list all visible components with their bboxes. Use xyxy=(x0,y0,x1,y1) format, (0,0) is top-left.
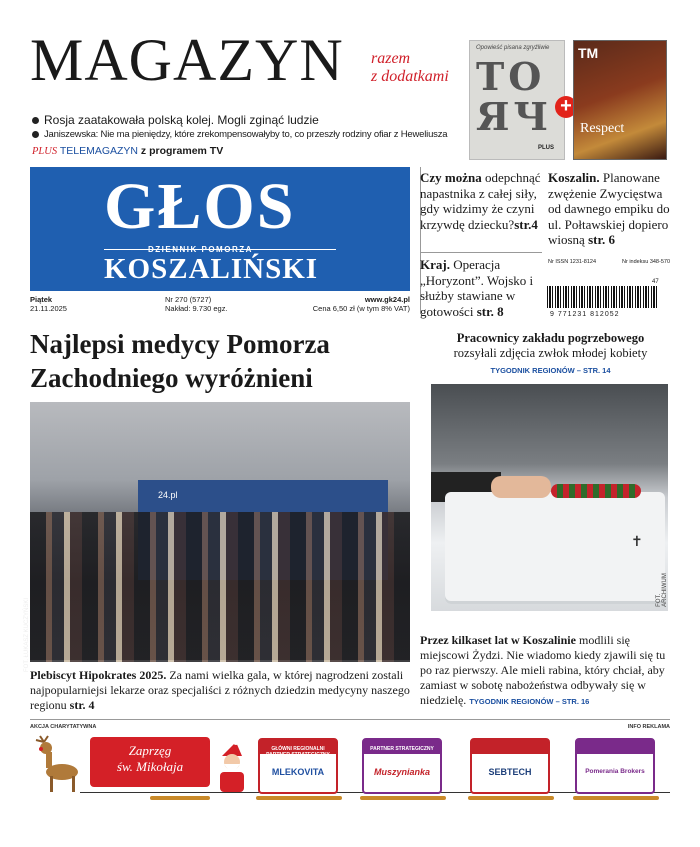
reindeer-icon xyxy=(30,736,82,796)
teaser-2-text: Planowane zwężenie Zwycięstwa od dawnego empiku do ul. Połtawskiej dopiero wiosną xyxy=(548,170,670,247)
gala-photo[interactable] xyxy=(24,402,410,673)
teaser-3-text: Operacja „Horyzont”. Wojsko i służby stawiane w gotowości xyxy=(420,257,534,319)
banner-text: 24.pl xyxy=(158,490,178,500)
sponsor-label: GŁÓWNI REGIONALNI PARTNER STRATEGICZNY xyxy=(266,746,330,758)
price-value: Cena 6,50 zł (w tym 8% VAT) xyxy=(312,304,410,313)
sleigh-runner xyxy=(360,796,446,800)
teaser-2[interactable] xyxy=(548,170,670,248)
right-story-tag-2: TYGODNIK REGIONÓW – STR. 16 xyxy=(469,697,590,706)
teaser-3-ref: str. 8 xyxy=(476,303,504,319)
main-caption[interactable] xyxy=(30,668,415,713)
magazine-cover-2[interactable] xyxy=(573,40,667,160)
index-label: Nr indeksu 348-570 xyxy=(622,259,671,265)
sponsor-logo: Pomerania Brokers xyxy=(585,768,645,775)
slogan-line-1: Zaprzęg xyxy=(128,743,172,758)
main-headline[interactable]: Najlepsi medycy Pomorza Zachodniego wyróżnieni xyxy=(30,329,330,393)
issue-date xyxy=(30,295,67,313)
right-story-tag[interactable]: TYGODNIK REGIONÓW – STR. 14 xyxy=(490,366,611,375)
sleigh-runner xyxy=(573,796,659,800)
tagline-line-1: razem xyxy=(371,50,411,67)
right-story-body: modlili się miejscowi Żydzi. Nie wiadomo kiedy zjawili się tu po raz pierwszy. Ale mieli rabina, który chciał, aby zamiast w sobotę nabożeństwa odbywały się w niedzielę. xyxy=(420,633,666,707)
right-title-text: rozsyłali zdjęcia zwłok młodej kobiety xyxy=(453,345,648,360)
magazine-cover-1[interactable] xyxy=(469,40,565,160)
cover2-title: TM xyxy=(578,45,599,61)
sleigh-runner xyxy=(150,796,210,800)
bullet-dot-icon xyxy=(32,117,39,124)
issue-day: Piątek xyxy=(30,295,53,304)
issue-circulation: Nakład: 9.730 egz. xyxy=(165,304,228,313)
issue-number-value: Nr 270 (5727) xyxy=(165,295,212,304)
bullet-text: Janiszewska: Nie ma pieniędzy, które zrekompensowałyby to, co przeszły rodziny ofiar z Heweliusza xyxy=(44,129,448,140)
right-story-text[interactable] xyxy=(420,633,672,709)
teaser-1-ref: str.4 xyxy=(514,216,538,232)
cover1-brand: PLUS xyxy=(538,145,555,151)
teaser-3[interactable] xyxy=(420,257,542,319)
teaser-1[interactable] xyxy=(420,170,542,232)
issue-price xyxy=(300,295,410,313)
bullet-dot-icon xyxy=(32,131,39,138)
right-story-title[interactable] xyxy=(428,331,673,360)
sleigh-band xyxy=(577,740,653,754)
teaser-3-bold: Kraj. xyxy=(420,257,450,272)
teaser-1-bold: Czy można xyxy=(420,170,482,185)
sleigh-band xyxy=(472,740,548,754)
barcode-number: 9 771231 812052 xyxy=(550,311,620,318)
coffin-photo[interactable] xyxy=(431,384,668,611)
masthead-logo[interactable] xyxy=(30,167,410,291)
sponsor-label: PARTNER STRATEGICZNY xyxy=(370,746,434,752)
issue-number xyxy=(165,295,228,313)
photo-flowers xyxy=(551,484,641,498)
magazyn-tagline xyxy=(371,50,449,86)
issn-label: Nr ISSN 1231-8124 xyxy=(548,259,596,265)
plus-word: PLUS xyxy=(32,146,58,157)
sponsor-logo: SEBTECH xyxy=(488,767,532,777)
ad-slogan xyxy=(90,737,210,787)
teaser-hdivider xyxy=(420,252,542,253)
bullet-text: Rosja zaatakowała polską kolej. Mogli zginąć ludzie xyxy=(44,113,319,127)
cover1-caption: Opowieść pisana zgryźliwie xyxy=(476,45,550,51)
ad-right-label: INFO REKLAMA xyxy=(627,724,670,730)
issue-date-value: 21.11.2025 xyxy=(30,304,67,313)
sponsor-sleigh-mlekovita[interactable] xyxy=(258,738,338,794)
cross-icon: ✝ xyxy=(631,535,643,550)
masthead-name-top: GŁOS xyxy=(104,170,296,243)
sleigh-runner xyxy=(468,796,554,800)
photo-hand xyxy=(491,476,551,498)
sponsor-sleigh-sebtech[interactable] xyxy=(470,738,550,794)
teaser-1-text: odepchnąć napastnika z całej siły, gdy widzimy że czyni krzywdę dziecku? xyxy=(420,170,541,232)
sponsor-sleigh-pomerania[interactable] xyxy=(575,738,655,794)
caption-bold: Plebiscyt Hipokrates 2025. xyxy=(30,668,167,682)
cover2-word: Respect xyxy=(580,121,625,136)
photo-people xyxy=(30,512,410,662)
photo-credit: FOT. ŁUKASZ KUCZYŃSKI xyxy=(24,597,31,673)
sleigh-runner xyxy=(256,796,342,800)
right-title-bold: Pracownicy zakładu pogrzebowego xyxy=(456,331,645,345)
barcode-suffix: 47 xyxy=(652,279,659,285)
cover1-letters: ТО ЯЧ xyxy=(476,54,553,139)
teaser-2-ref: str. 6 xyxy=(588,232,616,247)
sponsor-logo: Muszynianka xyxy=(373,767,431,777)
masthead-name-bottom: KOSZALIŃSKI xyxy=(104,253,319,285)
plus-telemagazyn-line[interactable] xyxy=(32,145,223,157)
sponsor-sleigh-muszynianka[interactable] xyxy=(362,738,442,794)
caption-ref: str. 4 xyxy=(69,698,95,712)
santa-icon xyxy=(212,742,252,796)
tagline-line-2: z dodatkami xyxy=(371,68,449,85)
teaser-2-bold: Koszalin. xyxy=(548,170,600,185)
masthead-subtitle: DZIENNIK POMORZA xyxy=(148,245,253,254)
magazyn-title: MAGAZYN xyxy=(30,27,344,93)
caption-text: Za nami wielka gala, w której nagrodzeni zostali najpopularniejsi lekarze oraz specjaliści z różnych dziedzin medycyny naszego regionu xyxy=(30,668,410,712)
right-story-bold: Przez kilkaset lat w Koszalinie xyxy=(420,633,576,647)
telemagazyn-word: TELEMAGAZYN xyxy=(59,145,139,157)
plus-rest: z programem TV xyxy=(138,145,224,157)
header-bullet-2[interactable] xyxy=(32,129,447,140)
sponsor-logo: MLEKOVITA xyxy=(271,767,325,777)
header-bullet-1[interactable] xyxy=(32,113,319,127)
ad-left-label: AKCJA CHARYTATYWNA xyxy=(30,724,97,730)
ad-rule xyxy=(30,719,670,720)
slogan-line-2: św. Mikołaja xyxy=(116,759,184,774)
site-url[interactable]: www.gk24.pl xyxy=(364,295,410,304)
photo-credit: FOT. ARCHIWUM xyxy=(655,573,668,607)
charity-ad[interactable] xyxy=(30,732,670,814)
plus-icon: + xyxy=(555,96,577,118)
barcode xyxy=(547,286,657,308)
